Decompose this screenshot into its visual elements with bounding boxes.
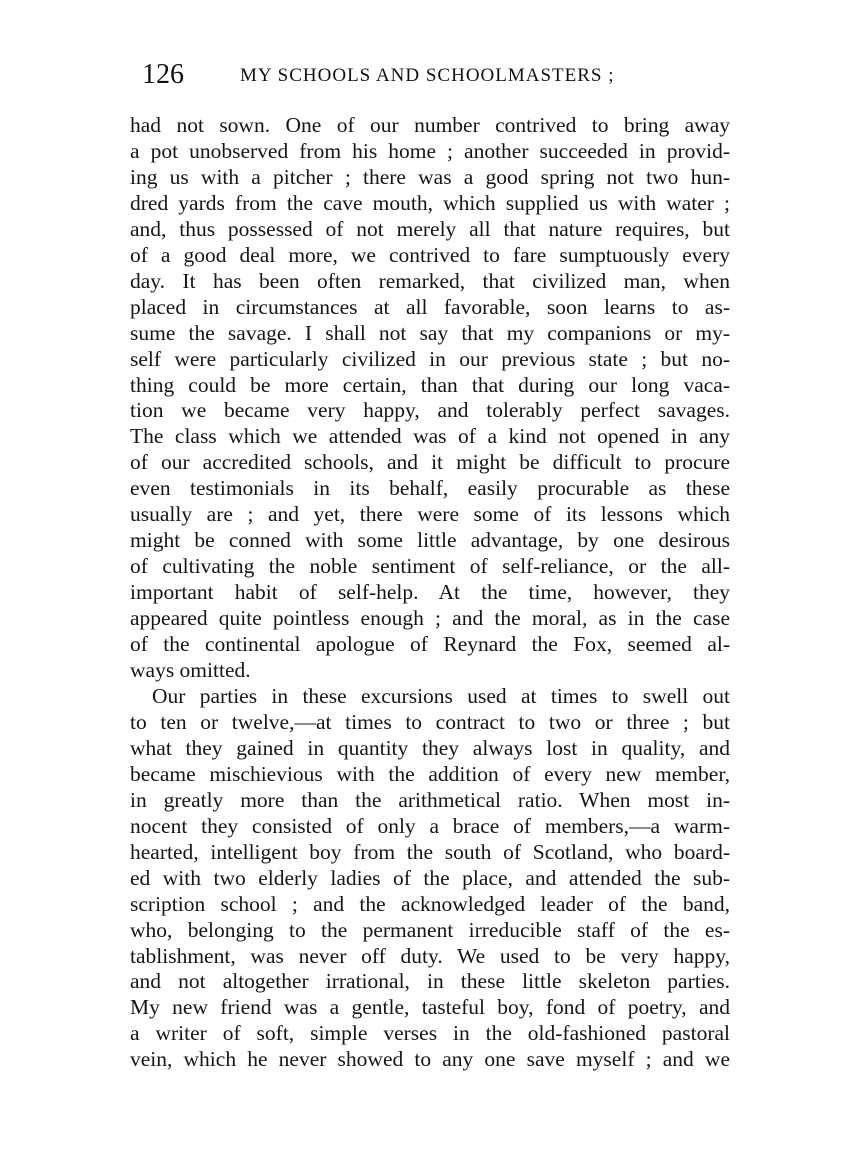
text-line: sume the savage. I shall not say that my companions or my- bbox=[130, 320, 730, 345]
text-line: My new friend was a gentle, tasteful boy, fond of poetry, and bbox=[130, 995, 730, 1020]
text-line: important habit of self-help. At the time, however, they bbox=[130, 580, 730, 605]
text-line: of cultivating the noble sentiment of self-reliance, or the all- bbox=[130, 554, 730, 579]
text-line: self were particularly civilized in our previous state ; but no- bbox=[130, 346, 730, 371]
text-line: of a good deal more, we contrived to fare sumptuously every bbox=[130, 242, 730, 267]
running-head: MY SCHOOLS AND SCHOOLMASTERS ; bbox=[240, 65, 615, 86]
text-line: of our accredited schools, and it might be difficult to procure bbox=[130, 450, 730, 475]
text-line: a pot unobserved from his home ; another succeeded in provid- bbox=[130, 138, 730, 163]
text-line: Our parties in these excursions used at times to swell out bbox=[152, 683, 730, 708]
text-line: scription school ; and the acknowledged leader of the band, bbox=[130, 891, 730, 916]
body-text bbox=[130, 113, 730, 1073]
paragraph bbox=[130, 684, 730, 1073]
page-header bbox=[142, 58, 722, 92]
text-line: nocent they consisted of only a brace of members,—a warm- bbox=[130, 813, 730, 838]
text-line: and not altogether irrational, in these little skeleton parties. bbox=[130, 969, 730, 994]
text-line: and, thus possessed of not merely all that nature requires, but bbox=[130, 216, 730, 241]
text-line: usually are ; and yet, there were some of its lessons which bbox=[130, 502, 730, 527]
text-line: ing us with a pitcher ; there was a good spring not two hun- bbox=[130, 164, 730, 189]
text-line: appeared quite pointless enough ; and the moral, as in the case bbox=[130, 606, 730, 631]
text-line: even testimonials in its behalf, easily procurable as these bbox=[130, 476, 730, 501]
text-line: in greatly more than the arithmetical ratio. When most in- bbox=[130, 787, 730, 812]
text-line: who, belonging to the permanent irreducible staff of the es- bbox=[130, 917, 730, 942]
text-line: what they gained in quantity they always lost in quality, and bbox=[130, 735, 730, 760]
text-line: ed with two elderly ladies of the place, and attended the sub- bbox=[130, 865, 730, 890]
text-line: thing could be more certain, than that during our long vaca- bbox=[130, 372, 730, 397]
text-line: had not sown. One of our number contrived to bring away bbox=[130, 113, 730, 137]
text-line: hearted, intelligent boy from the south of Scotland, who board- bbox=[130, 839, 730, 864]
text-line: might be conned with some little advantage, by one desirous bbox=[130, 528, 730, 553]
text-line: tion we became very happy, and tolerably perfect savages. bbox=[130, 398, 730, 423]
page-number: 126 bbox=[142, 59, 184, 90]
paragraph bbox=[130, 113, 730, 684]
text-line: placed in circumstances at all favorable, soon learns to as- bbox=[130, 294, 730, 319]
text-line: dred yards from the cave mouth, which supplied us with water ; bbox=[130, 190, 730, 215]
text-line: tablishment, was never off duty. We used to be very happy, bbox=[130, 943, 730, 968]
text-line: day. It has been often remarked, that civilized man, when bbox=[130, 268, 730, 293]
text-line: to ten or twelve,—at times to contract to two or three ; but bbox=[130, 709, 730, 734]
text-line: a writer of soft, simple verses in the old-fashioned pastoral bbox=[130, 1021, 730, 1046]
text-line: of the continental apologue of Reynard the Fox, seemed al- bbox=[130, 632, 730, 657]
text-line: vein, which he never showed to any one save myself ; and we bbox=[130, 1047, 730, 1072]
text-line: The class which we attended was of a kind not opened in any bbox=[130, 424, 730, 449]
text-line: ways omitted. bbox=[130, 658, 251, 683]
text-line: became mischievious with the addition of every new member, bbox=[130, 761, 730, 786]
